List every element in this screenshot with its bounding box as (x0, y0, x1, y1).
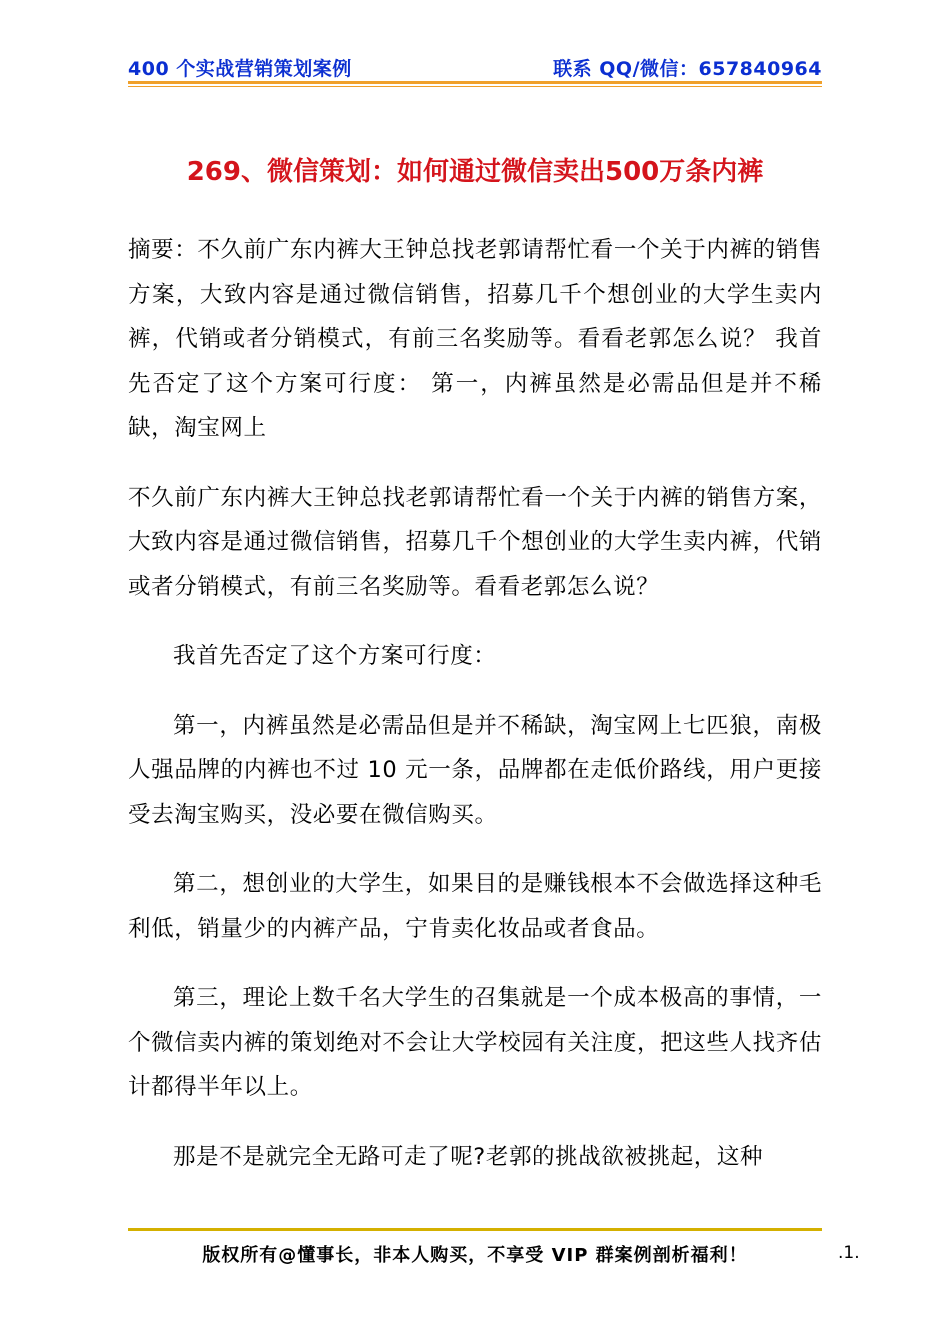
footer-copyright: 版权所有@懂事长，非本人购买，不享受 VIP 群案例剖析福利！ (202, 1245, 748, 1266)
body-paragraph: 我首先否定了这个方案可行度： (173, 643, 497, 669)
footer-rule (128, 1228, 822, 1231)
header-rule-thin (128, 86, 822, 87)
body-paragraph: 第一，内裤虽然是必需品但是并不稀缺，淘宝网上七匹狼，南极人强品牌的内裤也不过 10 元一条，品牌都在走低价路线，用户更接受去淘宝购买，没必要在微信购买。 (128, 712, 822, 828)
page-header (128, 54, 822, 80)
body-paragraph: 那是不是就完全无路可走了呢?老郭的挑战欲被挑起，这种 (173, 1143, 764, 1170)
document-title: 269、微信策划：如何通过微信卖出500万条内裤 (186, 157, 764, 187)
document-body (128, 228, 822, 1204)
body-paragraph: 第三，理论上数千名大学生的召集就是一个成本极高的事情，一个微信卖内裤的策划绝对不会让大学校园有关注度，把这些人找齐估计都得半年以上。 (128, 985, 822, 1100)
abstract-paragraph: 摘要：不久前广东内裤大王钟总找老郭请帮忙看一个关于内裤的销售方案，大致内容是通过微信销售，招募几千个想创业的大学生卖内裤，代销或者分销模式，有前三名奖励等。看看老郭怎么说？ 我首先否定了这个方案可行度： 第一，内裤虽然是必需品但是并不稀缺，淘宝网上 (128, 237, 822, 441)
body-paragraph: 第二，想创业的大学生，如果目的是赚钱根本不会做选择这种毛利低，销量少的内裤产品，宁肯卖化妆品或者食品。 (128, 871, 822, 942)
header-contact-text: 联系 QQ/微信：657840964 (553, 58, 822, 80)
body-paragraph: 不久前广东内裤大王钟总找老郭请帮忙看一个关于内裤的销售方案，大致内容是通过微信销售，招募几千个想创业的大学生卖内裤，代销或者分销模式，有前三名奖励等。看看老郭怎么说？ (128, 484, 822, 600)
header-rule-thick (128, 81, 822, 84)
page-number: .1. (838, 1243, 860, 1263)
header-left-text: 400 个实战营销策划案例 (128, 58, 352, 80)
